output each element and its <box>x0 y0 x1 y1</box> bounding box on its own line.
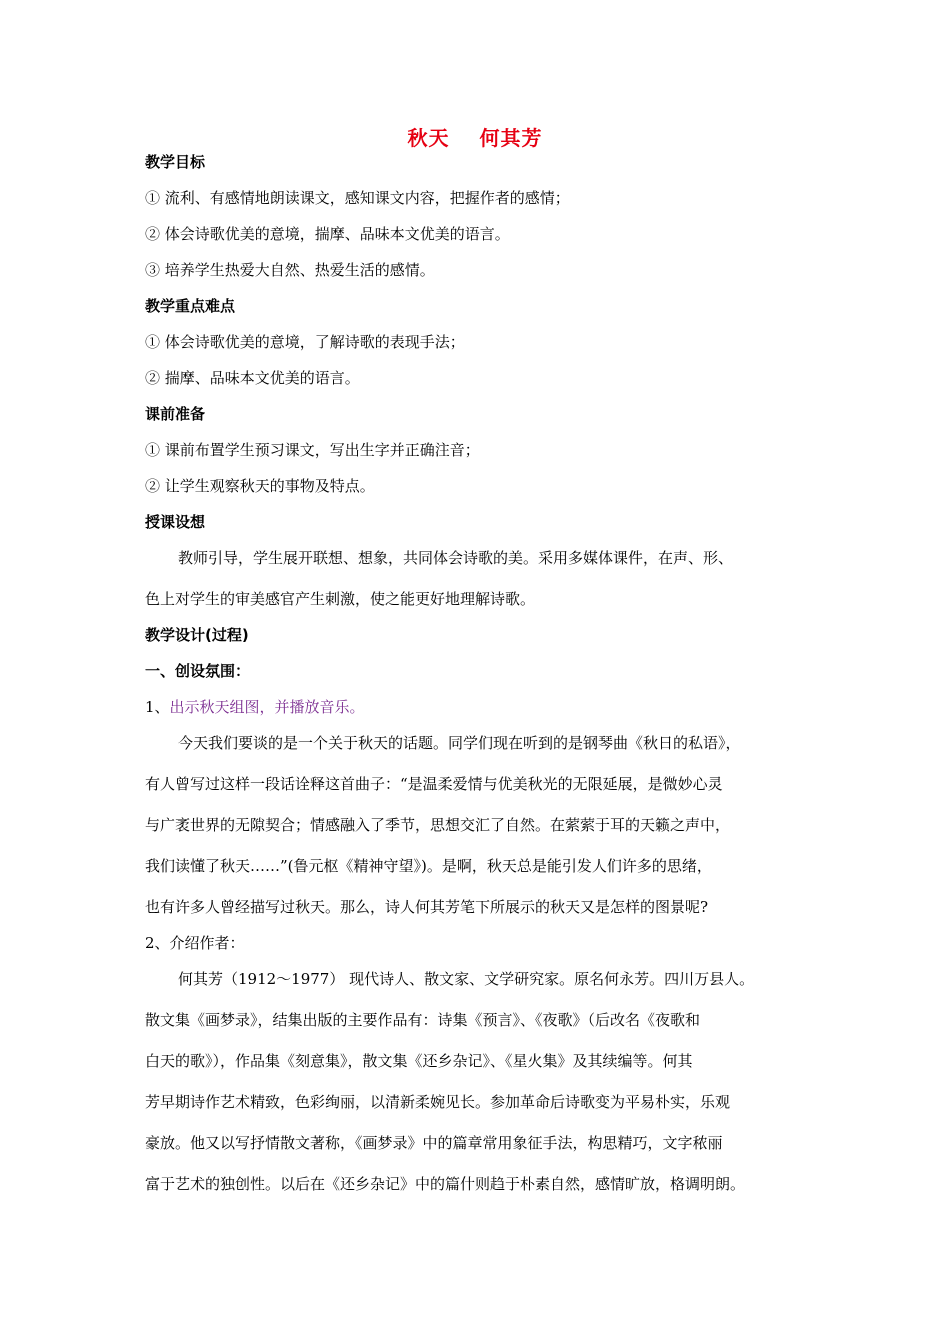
idea-heading: 授课设想 <box>145 513 206 531</box>
author-line: 豪放。他又以写抒情散文著称，《画梦录》中的篇章常用象征手法，构思精巧，文字秾丽 <box>145 1134 723 1152</box>
prep-item: ② 让学生观察秋天的事物及特点。 <box>145 477 375 495</box>
idea-line: 色上对学生的审美感官产生刺激，使之能更好地理解诗歌。 <box>145 590 536 608</box>
author-line: 白天的歌》），作品集《刻意集》，散文集《还乡杂记》、《星火集》及其续编等。何其 <box>145 1052 693 1070</box>
intro-line: 我们读懂了秋天……”(鲁元枢《精神守望》)。是啊，秋天总是能引发人们许多的思绪， <box>145 857 712 875</box>
prep-item: ① 课前布置学生预习课文，写出生字并正确注音； <box>145 441 480 459</box>
key-item: ② 揣摩、品味本文优美的语言。 <box>145 369 360 387</box>
author-line: 富于艺术的独创性。以后在《还乡杂记》中的篇什则趋于朴素自然，感情旷放，格调明朗。 <box>145 1175 746 1193</box>
title-main: 秋天 <box>407 126 450 150</box>
author-line: 散文集《画梦录》，结集出版的主要作品有：诗集《预言》、《夜歌》（后改名《夜歌和 <box>145 1011 701 1029</box>
goal-item: ③ 培养学生热爱大自然、热爱生活的感情。 <box>145 261 435 279</box>
goal-item: ① 流利、有感情地朗读课文，感知课文内容，把握作者的感情； <box>145 189 570 207</box>
intro-line: 有人曾写过这样一段话诠释这首曲子：“是温柔爱情与优美秋光的无限延展，是微妙心灵 <box>145 775 723 793</box>
prep-heading: 课前准备 <box>145 405 206 423</box>
step1-number: 1、 <box>145 698 170 716</box>
author-line: 何其芳（1912～1977） 现代诗人、散文家、文学研究家。原名何永芳。四川万县人。 <box>178 970 755 988</box>
design-heading: 教学设计(过程) <box>145 626 249 644</box>
page-title <box>0 126 950 150</box>
intro-line: 也有许多人曾经描写过秋天。那么，诗人何其芳笔下所展示的秋天又是怎样的图景呢? <box>145 898 709 916</box>
goal-item: ② 体会诗歌优美的意境，揣摩、品味本文优美的语言。 <box>145 225 510 243</box>
title-author: 何其芳 <box>479 126 543 150</box>
key-item: ① 体会诗歌优美的意境，了解诗歌的表现手法； <box>145 333 465 351</box>
idea-line: 教师引导，学生展开联想、想象，共同体会诗歌的美。采用多媒体课件，在声、形、 <box>178 549 734 567</box>
step2-item: 2、介绍作者： <box>145 934 245 952</box>
step1-highlight-text: 出示秋天组图，并播放音乐。 <box>169 698 365 716</box>
step1-heading: 一、创设氛围： <box>145 662 251 680</box>
step1-item <box>145 697 825 717</box>
intro-line: 与广袤世界的无隙契合；情感融入了季节，思想交汇了自然。在萦萦于耳的天籁之声中， <box>145 816 731 834</box>
key-heading: 教学重点难点 <box>145 297 236 315</box>
intro-line: 今天我们要谈的是一个关于秋天的话题。同学们现在听到的是钢琴曲《秋日的私语》， <box>178 734 741 752</box>
goals-heading: 教学目标 <box>145 153 206 171</box>
author-line: 芳早期诗作艺术精致，色彩绚丽，以清新柔婉见长。参加革命后诗歌变为平易朴实，乐观 <box>145 1093 731 1111</box>
